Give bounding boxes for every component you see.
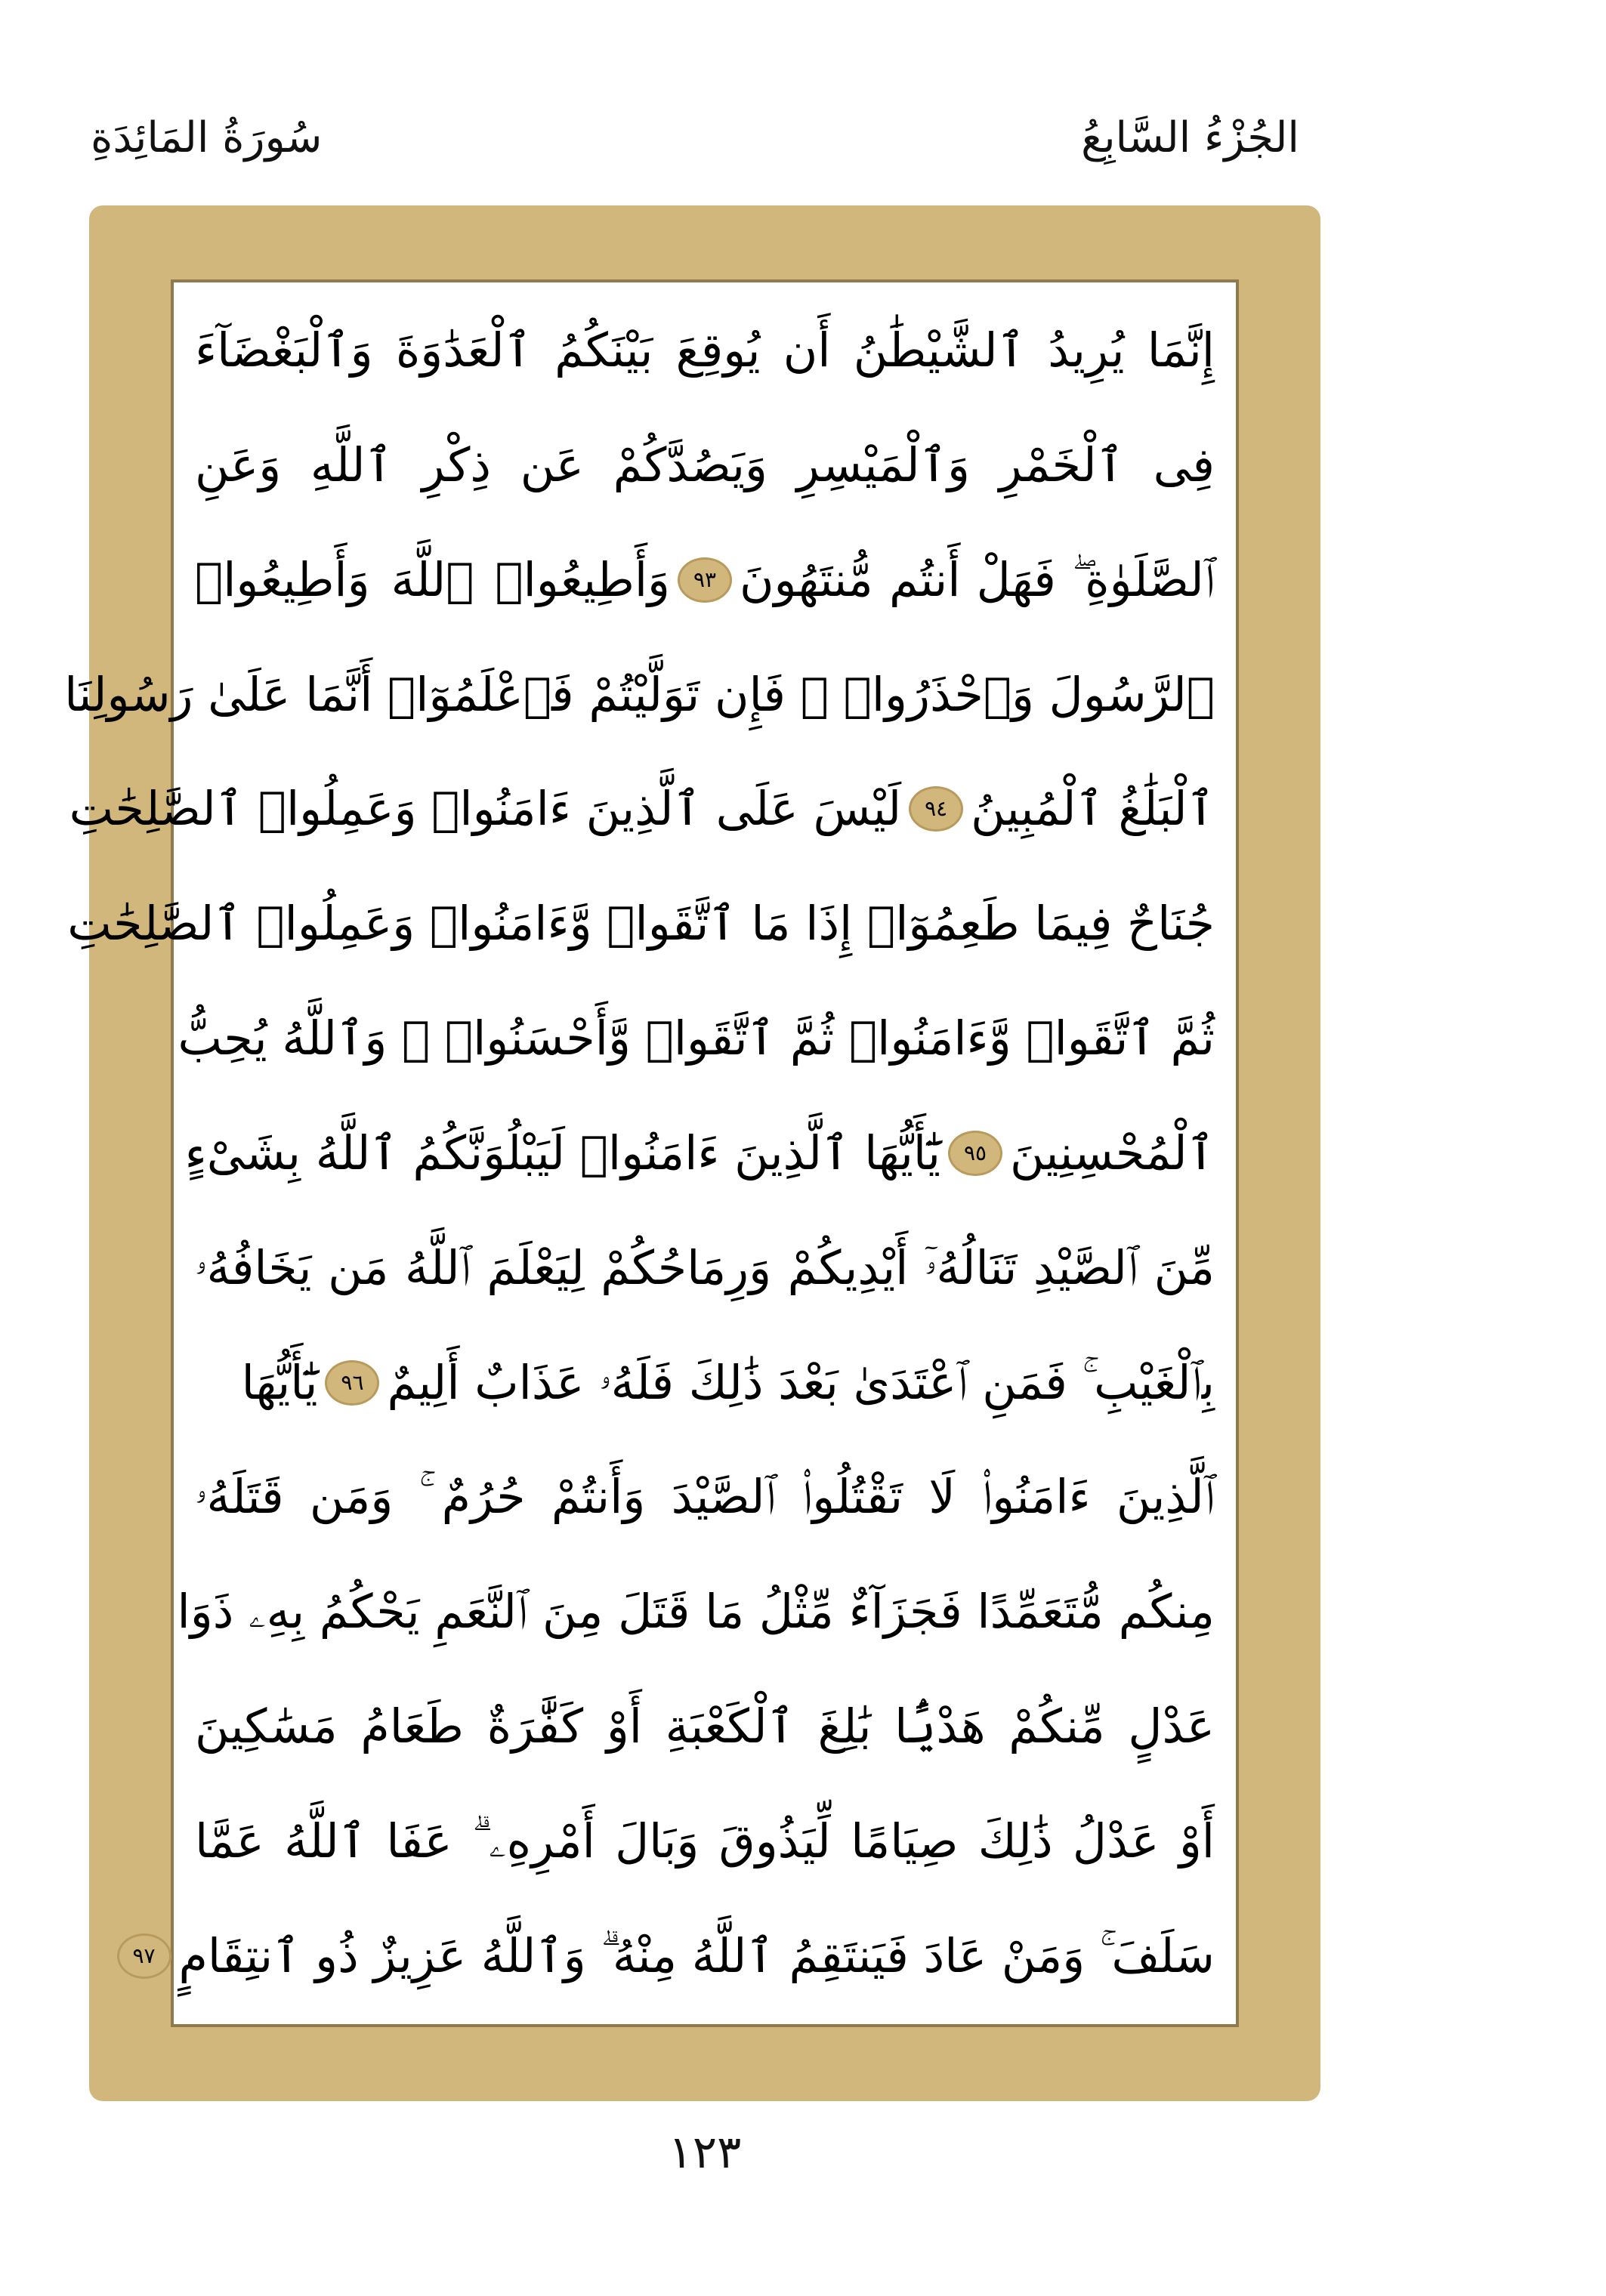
line-text: يَٰٓأَيُّهَا ٱلَّذِينَ ءَامَنُوا۟ لَيَبْلُوَنَّكُمُ ٱللَّهُ بِشَىْءٍ	[184, 1125, 940, 1180]
line-text: مِنكُم مُّتَعَمِّدًا فَجَزَآءٌ مِّثْلُ مَا قَتَلَ مِنَ ٱلنَّعَمِ يَحْكُمُ بِهِۦ ذَوَا	[177, 1584, 1215, 1640]
ayah-number-marker: ٩٧	[117, 1933, 171, 1979]
text-line	[195, 305, 1215, 396]
line-text: ٱلْبَلَٰغُ ٱلْمُبِينُ	[971, 781, 1215, 837]
line-text: وَأَطِيعُوا۟ ٱللَّهَ وَأَطِيعُوا۟	[195, 551, 670, 607]
text-line	[67, 878, 1215, 969]
line-text: ٱلصَّلَوٰةِ ۖ فَهَلْ أَنتُم مُّنتَهُونَ	[740, 551, 1215, 607]
ayah-number-marker: ٩٣	[678, 557, 732, 603]
text-line	[132, 1911, 1215, 2001]
surah-title: سُورَةُ المَائِدَةِ	[91, 113, 323, 162]
text-line	[195, 1223, 1215, 1313]
text-line	[184, 1108, 1215, 1199]
line-text: سَلَفَ ۚ وَمَنْ عَادَ فَيَنتَقِمُ ٱللَّهُ مِنْهُ ۗ وَٱللَّهُ عَزِيزٌ ذُو ٱنتِقَامٍ	[178, 1927, 1215, 1983]
ornamental-frame	[64, 205, 1320, 2101]
line-text: بِٱلْغَيْبِ ۚ فَمَنِ ٱعْتَدَىٰ بَعْدَ ذَٰلِكَ فَلَهُۥ عَذَابٌ أَلِيمٌ	[387, 1354, 1215, 1410]
line-text: لَيْسَ عَلَى ٱلَّذِينَ ءَامَنُوا۟ وَعَمِلُوا۟ ٱلصَّٰلِحَٰتِ	[69, 781, 902, 837]
text-line	[195, 1452, 1215, 1542]
text-line	[195, 1796, 1215, 1887]
line-text: إِنَّمَا يُرِيدُ ٱلشَّيْطَٰنُ أَن يُوقِعَ بَيْنَكُمُ ٱلْعَدَٰوَةَ وَٱلْبَغْضَآءَ	[195, 322, 1215, 378]
line-text: جُنَاحٌ فِيمَا طَعِمُوٓا۟ إِذَا مَا ٱتَّقَوا۟ وَّءَامَنُوا۟ وَعَمِلُوا۟ ٱلصَّٰلِحَٰتِ	[67, 896, 1215, 952]
quran-text	[64, 305, 1215, 2001]
ayah-number-marker: ٩٦	[325, 1360, 379, 1406]
text-line	[64, 650, 1215, 740]
text-line	[178, 993, 1215, 1084]
page-header	[91, 113, 1299, 196]
text-line	[195, 535, 1215, 625]
text-panel	[64, 279, 1239, 2027]
line-text: ٱلْمُحْسِنِينَ	[1009, 1125, 1215, 1180]
text-line	[69, 764, 1215, 854]
line-text: أَوْ عَدْلُ ذَٰلِكَ صِيَامًا لِّيَذُوقَ وَبَالَ أَمْرِهِۦ ۗ عَفَا ٱللَّهُ عَمَّا	[195, 1813, 1215, 1869]
text-line	[195, 1681, 1215, 1772]
page-number: ١٢٣	[668, 2126, 742, 2179]
text-line	[195, 1338, 1215, 1428]
line-text: عَدْلٍ مِّنكُمْ هَدْيًۢا بَٰلِغَ ٱلْكَعْبَةِ أَوْ كَفَّٰرَةٌ طَعَامُ مَسَٰكِينَ	[195, 1699, 1215, 1754]
ayah-number-marker: ٩٥	[948, 1131, 1002, 1176]
line-text: فِى ٱلْخَمْرِ وَٱلْمَيْسِرِ وَيَصُدَّكُمْ عَن ذِكْرِ ٱللَّهِ وَعَنِ	[195, 437, 1215, 492]
line-text: ٱلَّذِينَ ءَامَنُوا۟ لَا تَقْتُلُوا۟ ٱلصَّيْدَ وَأَنتُمْ حُرُمٌ ۚ وَمَن قَتَلَهُۥ	[195, 1469, 1215, 1525]
line-text: ٱلرَّسُولَ وَٱحْذَرُوا۟ ۚ فَإِن تَوَلَّيْتُمْ فَٱعْلَمُوٓا۟ أَنَّمَا عَلَىٰ رَسُولِنَا	[64, 666, 1215, 722]
juz-title: الجُزْءُ السَّابِعُ	[1081, 113, 1299, 162]
line-text: مِّنَ ٱلصَّيْدِ تَنَالُهُۥٓ أَيْدِيكُمْ وَرِمَاحُكُمْ لِيَعْلَمَ ٱللَّهُ مَن يَخَافُهُۥ	[195, 1239, 1215, 1295]
text-line	[177, 1566, 1215, 1657]
text-line	[195, 420, 1215, 511]
line-text: ثُمَّ ٱتَّقَوا۟ وَّءَامَنُوا۟ ثُمَّ ٱتَّقَوا۟ وَّأَحْسَنُوا۟ ۗ وَٱللَّهُ يُحِبُّ	[178, 1011, 1215, 1066]
line-text: يَٰٓأَيُّهَا	[241, 1354, 318, 1410]
ayah-number-marker: ٩٤	[909, 786, 963, 832]
